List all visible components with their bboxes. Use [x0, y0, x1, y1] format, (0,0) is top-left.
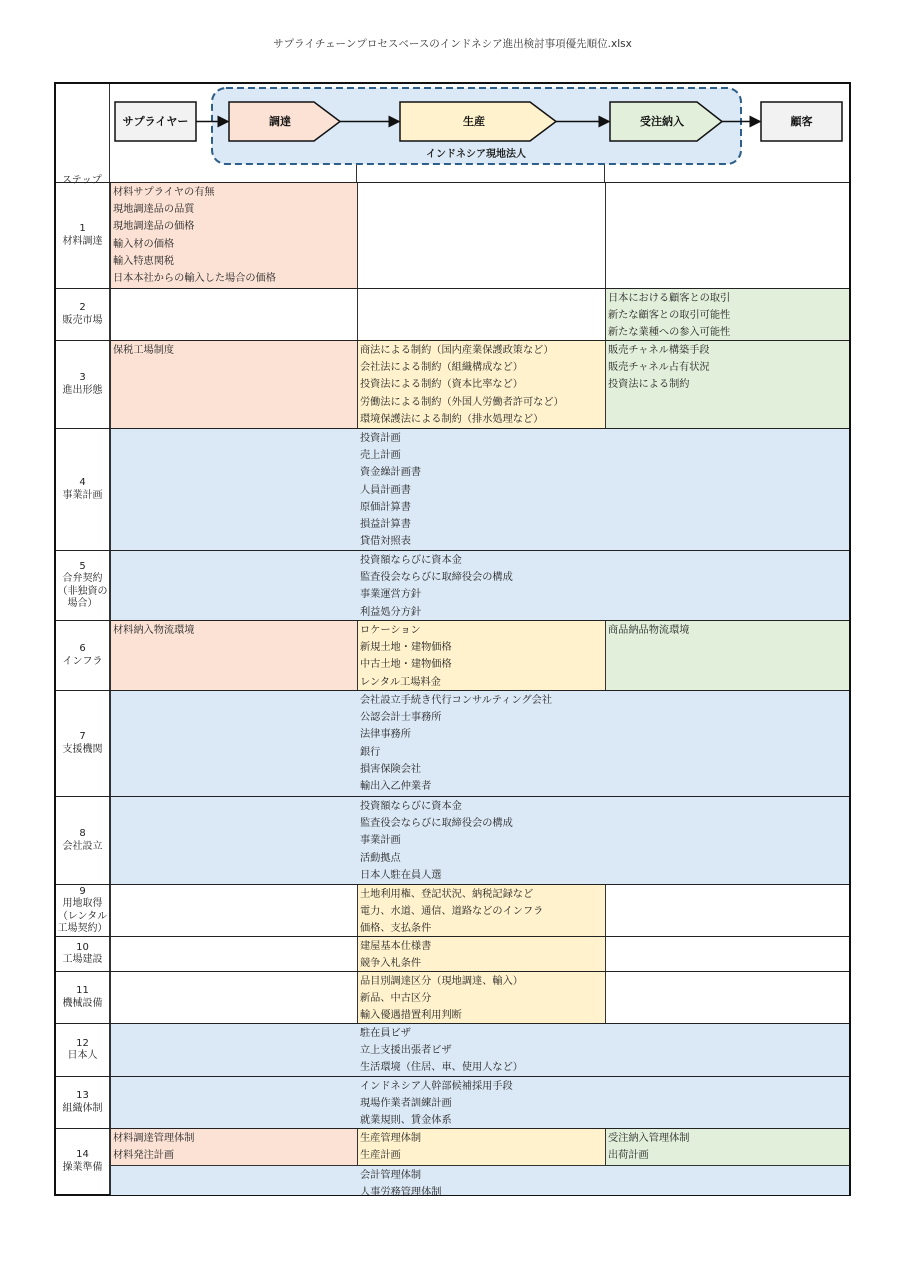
procurement-cell [110, 289, 357, 341]
table-row [56, 620, 849, 690]
cell-line: 輸入特恵関税 [113, 255, 175, 267]
production-cell [357, 972, 605, 1024]
cell-line: 新たな業種への参入可能性 [608, 327, 731, 339]
function-columns [56, 885, 849, 937]
cell-line: 現地調達品の価格 [113, 221, 195, 233]
shared-cell [110, 797, 849, 885]
cell-line: 価格、支払条件 [360, 923, 432, 935]
cell-line: 利益処分方針 [360, 606, 422, 618]
cell-line: 受注納入管理体制 [608, 1133, 690, 1144]
step-label-line: 場合） [67, 598, 98, 609]
cell-line: 電力、水道、通信、道路などのインフラ [360, 906, 544, 918]
step-label-line: 事業計画 [62, 489, 103, 501]
procurement-cell [110, 885, 357, 937]
cell-line: 商法による制約（国内産業保護政策など） [360, 345, 554, 356]
sales-cell [605, 1129, 849, 1165]
cell-line: 生産管理体制 [360, 1133, 422, 1144]
table-row [56, 550, 849, 620]
cell-line: 環境保護法による制約（排水処理など） [360, 413, 544, 425]
procurement-cell [110, 972, 357, 1024]
shared-cell [110, 1077, 849, 1129]
sales-cell [605, 183, 849, 289]
cell-line: 生産計画 [360, 1150, 401, 1162]
step-label-line: 機械設備 [62, 997, 103, 1009]
cell-line: 事業計画 [360, 835, 401, 847]
cell-line: 中古土地・建物価格 [360, 659, 452, 671]
cell-line: 日本本社からの輸入した場合の価格 [113, 273, 276, 285]
step-label-line: 工場契約） [57, 923, 108, 934]
cell-line: 貸借対照表 [360, 536, 411, 548]
step-label [56, 797, 110, 884]
cell-line: 監査役会ならびに取締役会の構成 [360, 818, 513, 830]
cell-line: 投資法による制約（資本比率など） [360, 379, 523, 391]
step-label-line: 3 [79, 372, 86, 383]
cell-line: 新品、中古区分 [360, 993, 432, 1005]
production-cell [357, 341, 605, 429]
table-row [56, 796, 849, 884]
step-label [56, 691, 110, 796]
cell-line: 品目別調達区分（現地調達、輸入） [360, 976, 523, 987]
table-row [56, 936, 849, 971]
function-columns [56, 1129, 849, 1165]
shared-cell [110, 691, 849, 797]
cell-line: 現場作業者訓練計画 [360, 1098, 452, 1110]
table-body [56, 84, 849, 1199]
cell-line: 資金繰計画書 [360, 467, 422, 479]
cell-line: 保税工場制度 [113, 345, 175, 356]
procurement-cell [110, 1129, 357, 1165]
cell-line: 投資法による制約 [608, 379, 690, 391]
customer-label: 顧客 [790, 115, 813, 128]
cell-line: 日本における顧客との取引 [608, 293, 731, 304]
cell-line: 材料納入物流環境 [113, 625, 195, 636]
sales-cell [605, 972, 849, 1024]
step-label [56, 1077, 110, 1128]
cell-line: 建屋基本仕様書 [360, 941, 432, 952]
step-label-line: 6 [79, 643, 86, 654]
cell-line: 材料サプライヤの有無 [113, 187, 215, 198]
function-columns [56, 621, 849, 691]
table-row [56, 1128, 849, 1199]
cell-line: 投資額ならびに資本金 [360, 801, 462, 812]
cell-line: 就業規則、賃金体系 [360, 1115, 452, 1127]
production-label: 生産 [463, 115, 485, 128]
step-label-line: 合弁契約 [62, 573, 103, 584]
procurement-cell [110, 183, 357, 289]
shared-cell [110, 429, 849, 551]
step-label-line: 販売市場 [62, 314, 103, 326]
table-row [56, 428, 849, 550]
subsidiary-label: インドネシア現地法人 [426, 149, 526, 160]
step-label-line: 4 [79, 477, 86, 488]
procurement-label: 調達 [269, 115, 291, 128]
cell-line: 出荷計画 [608, 1150, 649, 1162]
cell-line: 販売チャネル占有状況 [608, 362, 710, 374]
step-label-line: 1 [79, 223, 86, 234]
step-label-line: 9 [79, 885, 86, 897]
cell-line: 輸入材の価格 [113, 238, 175, 250]
cell-line: インドネシア人幹部候補採用手段 [360, 1081, 513, 1092]
step-label-line: 会社設立 [62, 840, 103, 852]
production-cell [357, 937, 605, 972]
production-cell [357, 183, 605, 289]
cell-line: 材料発注計画 [113, 1150, 175, 1162]
cell-line: 監査役会ならびに取締役会の構成 [360, 572, 513, 584]
production-cell [357, 885, 605, 937]
step-label-line: （非独資の [57, 585, 108, 597]
function-columns [56, 183, 849, 289]
cell-line: 公認会計士事務所 [360, 712, 442, 724]
cell-line: 新規土地・建物価格 [360, 642, 452, 654]
cell-line: 会計管理体制 [360, 1170, 422, 1181]
cell-line: 売上計画 [360, 450, 401, 462]
procurement-cell [110, 937, 357, 972]
procurement-cell [110, 621, 357, 691]
table-row [56, 690, 849, 796]
cell-line: 人員計画書 [360, 484, 411, 496]
supplier-label: サプライヤー [122, 115, 189, 128]
step-label-line: 進出形態 [62, 384, 103, 396]
step-label-line: 支援機関 [62, 743, 103, 755]
step-label-line: 13 [76, 1090, 89, 1101]
sales-cell [605, 621, 849, 691]
cell-line: 土地利用権、登記状況、納税記録など [360, 889, 534, 900]
cell-line: 会社設立手続き代行コンサルティング会社 [360, 695, 553, 706]
cell-line: 法律事務所 [360, 729, 411, 741]
cell-line: 輸入優遇措置利用判断 [360, 1010, 462, 1022]
cell-line: 生活環境（住居、車、使用人など） [360, 1062, 523, 1074]
sales-cell [605, 289, 849, 341]
cell-line: 活動拠点 [360, 852, 401, 864]
cell-line: 人事労務管理体制 [360, 1187, 442, 1199]
cell-line: 新たな顧客との取引可能性 [608, 310, 731, 322]
cell-line: 会社法による制約（組織構成など） [360, 362, 523, 374]
shared-cell [110, 551, 849, 621]
cell-line: 競争入札条件 [360, 958, 422, 970]
table-row [56, 288, 849, 340]
sales-cell [605, 885, 849, 937]
step-label [56, 551, 110, 620]
cell-line: 原価計算書 [360, 501, 411, 513]
step-label-line: （レンタル [57, 910, 108, 922]
function-columns [56, 289, 849, 341]
shared-cell [110, 1024, 849, 1077]
cell-line: 損害保険会社 [360, 763, 422, 775]
cell-line: 商品納品物流環境 [608, 625, 690, 636]
production-cell [357, 621, 605, 691]
table-row [56, 971, 849, 1023]
step-label-line: 組織体制 [62, 1102, 103, 1114]
table-row [56, 340, 849, 428]
sales-cell [605, 341, 849, 429]
function-columns [56, 341, 849, 429]
step-label-line: 操業準備 [62, 1161, 103, 1173]
cell-line: 投資計画 [360, 433, 401, 444]
step-label-line: 11 [76, 985, 89, 996]
step-label-line: 10 [76, 941, 89, 953]
production-cell [357, 1129, 605, 1165]
order-delivery-label: 受注納入 [640, 115, 684, 128]
production-cell [357, 289, 605, 341]
cell-line: 事業運営方針 [360, 589, 422, 601]
cell-line: レンタル工場料金 [360, 676, 441, 688]
table-row [56, 884, 849, 936]
step-label-line: 14 [76, 1149, 89, 1160]
step-label-line: 材料調達 [62, 235, 103, 247]
step-label-line: インフラ [62, 655, 103, 667]
cell-line: 立上支援出張者ビザ [360, 1045, 452, 1057]
cell-line: 銀行 [360, 746, 381, 758]
procurement-cell [110, 341, 357, 429]
cell-line: 投資額ならびに資本金 [360, 555, 462, 566]
cell-line: 輸出入乙仲業者 [360, 781, 432, 793]
step-label-line: 8 [79, 828, 86, 839]
table-row [56, 182, 849, 288]
table-row [56, 1023, 849, 1076]
document-title: サプライチェーンプロセスベースのインドネシア進出検討事項優先順位.xlsx [273, 38, 632, 50]
sales-cell [605, 937, 849, 972]
shared-cell [110, 1165, 849, 1199]
step-label-line: 12 [76, 1037, 89, 1049]
step-label-line: 5 [79, 560, 86, 572]
priority-table [54, 82, 851, 1199]
function-columns [56, 972, 849, 1024]
cell-line: 損益計算書 [360, 519, 411, 531]
cell-line: 駐在員ビザ [360, 1028, 411, 1039]
step-label-line: 工場建設 [62, 954, 103, 965]
step-label-line: 日本人 [67, 1050, 98, 1061]
cell-line: 材料調達管理体制 [113, 1133, 195, 1144]
step-label-line: 用地取得 [62, 898, 103, 909]
cell-line: 販売チャネル構築手段 [608, 345, 710, 356]
step-label [56, 429, 110, 550]
cell-line: 日本人駐在員人選 [360, 869, 442, 881]
cell-line: ロケーション [360, 625, 421, 636]
step-column-header: ステップ [62, 175, 102, 186]
cell-line: 労働法による制約（外国人労働者許可など） [360, 396, 564, 408]
function-columns [56, 937, 849, 972]
step-label-line: 2 [79, 302, 86, 313]
cell-line: 現地調達品の品質 [113, 204, 195, 216]
step-label-line: 7 [79, 731, 86, 742]
step-label [56, 1024, 110, 1076]
table-row [56, 1076, 849, 1128]
